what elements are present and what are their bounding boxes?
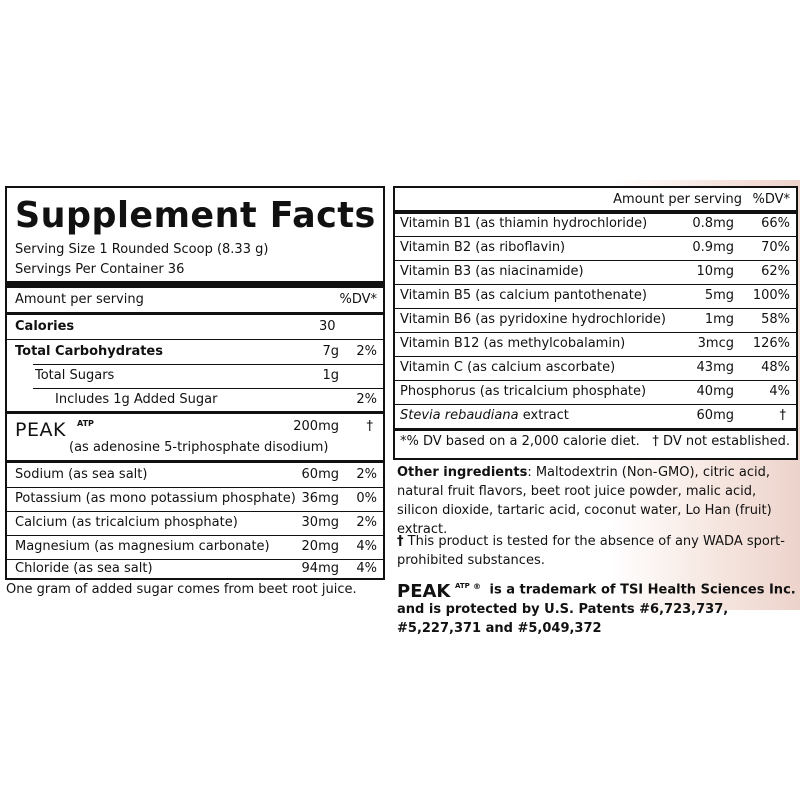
peak-dv: †	[366, 419, 373, 434]
peak-amount: 200mg	[293, 419, 339, 434]
trademark-text: is a trademark of TSI Health Sciences Inc. and is protected by U.S. Patents #6,723,737, #5,227,371 and #5,049,372	[397, 582, 796, 636]
vitamin-label: Vitamin B2 (as riboflavin)	[400, 240, 566, 255]
amount-header-row	[7, 288, 383, 312]
list-item	[395, 236, 796, 260]
list-item	[7, 535, 383, 559]
vitamin-dv: 70%	[761, 240, 790, 255]
servings-per-container: Servings Per Container 36	[15, 262, 185, 277]
vitamin-amount: 1mg	[704, 312, 734, 327]
supplement-facts-panel	[5, 186, 385, 580]
vitamin-label: Phosphorus (as tricalcium phosphate)	[400, 384, 647, 399]
medium-rule	[7, 411, 383, 414]
sugars-label: Total Sugars	[35, 368, 115, 383]
list-item	[7, 557, 383, 581]
stevia-species: Stevia rebaudiana	[400, 408, 519, 423]
calories-label: Calories	[15, 319, 75, 334]
list-item	[395, 380, 796, 404]
list-item	[395, 212, 796, 236]
other-ingredients	[397, 463, 797, 539]
vitamin-amount: 40mg	[696, 384, 734, 399]
carbs-dv: 2%	[356, 344, 377, 359]
added-sugar-dv: 2%	[356, 392, 377, 407]
vitamin-dv: 58%	[761, 312, 790, 327]
mineral-label: Magnesium (as magnesium carbonate)	[15, 539, 270, 554]
vitamin-amount: 3mcg	[697, 336, 734, 351]
stevia-amount: 60mg	[696, 408, 734, 423]
list-item	[7, 487, 383, 511]
list-item	[7, 511, 383, 535]
list-item	[395, 284, 796, 308]
list-item	[7, 463, 383, 487]
vitamin-amount: 5mg	[704, 288, 734, 303]
added-sugar-row	[7, 388, 383, 412]
tm-peak-text: PEAK	[397, 581, 451, 600]
thick-rule	[7, 281, 383, 288]
mineral-dv: 4%	[356, 539, 377, 554]
right-header-row	[395, 188, 796, 212]
tm-registered-mark: ®	[473, 582, 481, 591]
vitamin-amount: 10mg	[696, 264, 734, 279]
list-item	[395, 308, 796, 332]
dv-note: *% DV based on a 2,000 calorie diet.	[400, 434, 640, 449]
mineral-label: Calcium (as tricalcium phosphate)	[15, 515, 238, 530]
stevia-row	[395, 404, 796, 428]
dv-header: %DV*	[339, 292, 377, 307]
amount-header: Amount per serving	[15, 292, 144, 307]
peak-atp-trademark-logo	[397, 580, 485, 600]
vitamin-dv: 126%	[752, 336, 790, 351]
vitamin-label: Vitamin B6 (as pyridoxine hydrochloride)	[400, 312, 667, 327]
mineral-dv: 2%	[356, 515, 377, 530]
vitamin-label: Vitamin B3 (as niacinamide)	[400, 264, 584, 279]
stevia-dv: †	[779, 408, 786, 423]
vitamin-label: Vitamin B12 (as methylcobalamin)	[400, 336, 626, 351]
trademark-statement	[397, 580, 797, 638]
vitamin-amount: 0.8mg	[692, 216, 734, 231]
mineral-amount: 94mg	[301, 561, 339, 576]
other-ingredients-text: : Maltodextrin (Non-GMO), citric acid, natural fruit flavors, beet root juice powder, malic acid, silicon dioxide, tartaric acid, coconut water, Lo Han (fruit) extract.	[397, 465, 772, 537]
sugars-amount: 1g	[322, 368, 339, 383]
added-sugar-label: Includes 1g Added Sugar	[55, 392, 218, 407]
wada-dagger: †	[397, 534, 404, 549]
mineral-dv: 0%	[356, 491, 377, 506]
carbs-row	[7, 340, 383, 364]
peak-description-row	[7, 436, 383, 460]
mineral-label: Sodium (as sea salt)	[15, 467, 148, 482]
vitamins-panel	[393, 186, 798, 460]
mineral-label: Potassium (as mono potassium phosphate)	[15, 491, 296, 506]
peak-description: (as adenosine 5-triphosphate disodium)	[69, 440, 329, 455]
mineral-amount: 36mg	[301, 491, 339, 506]
carbs-amount: 7g	[322, 344, 339, 359]
stevia-extract: extract	[518, 408, 569, 423]
vitamin-dv: 100%	[752, 288, 790, 303]
wada-statement	[397, 532, 797, 570]
list-item	[395, 332, 796, 356]
vitamin-label: Vitamin C (as calcium ascorbate)	[400, 360, 616, 375]
mineral-amount: 60mg	[301, 467, 339, 482]
list-item	[395, 260, 796, 284]
carbs-label: Total Carbohydrates	[15, 344, 163, 359]
panel-title: Supplement Facts	[15, 195, 376, 236]
vitamin-amount: 43mg	[696, 360, 734, 375]
sugars-row	[7, 364, 383, 388]
wada-text: This product is tested for the absence of any WADA sport-prohibited substances.	[397, 534, 785, 568]
atp-logo-text: ATP	[77, 419, 94, 428]
added-sugar-footnote: One gram of added sugar comes from beet root juice.	[6, 582, 357, 597]
mineral-label: Chloride (as sea salt)	[15, 561, 153, 576]
right-dv-header: %DV*	[752, 192, 790, 207]
stevia-label	[400, 408, 569, 423]
tm-atp-text: ATP	[455, 582, 470, 590]
mineral-dv: 4%	[356, 561, 377, 576]
vitamin-label: Vitamin B1 (as thiamin hydrochloride)	[400, 216, 648, 231]
mineral-amount: 20mg	[301, 539, 339, 554]
serving-size: Serving Size 1 Rounded Scoop (8.33 g)	[15, 242, 269, 257]
peak-logo-text: PEAK	[15, 419, 66, 441]
right-amount-header: Amount per serving	[613, 192, 742, 207]
vitamin-dv: 4%	[769, 384, 790, 399]
calories-row	[7, 315, 383, 339]
list-item	[395, 356, 796, 380]
other-ingredients-label: Other ingredients	[397, 465, 528, 480]
mineral-dv: 2%	[356, 467, 377, 482]
calories-amount: 30	[319, 319, 336, 334]
vitamin-amount: 0.9mg	[692, 240, 734, 255]
vitamin-dv: 66%	[761, 216, 790, 231]
vitamin-dv: 62%	[761, 264, 790, 279]
dagger-note: † DV not established.	[652, 434, 790, 449]
vitamin-dv: 48%	[761, 360, 790, 375]
vitamin-label: Vitamin B5 (as calcium pantothenate)	[400, 288, 647, 303]
mineral-amount: 30mg	[301, 515, 339, 530]
dv-notes-row	[395, 430, 796, 454]
